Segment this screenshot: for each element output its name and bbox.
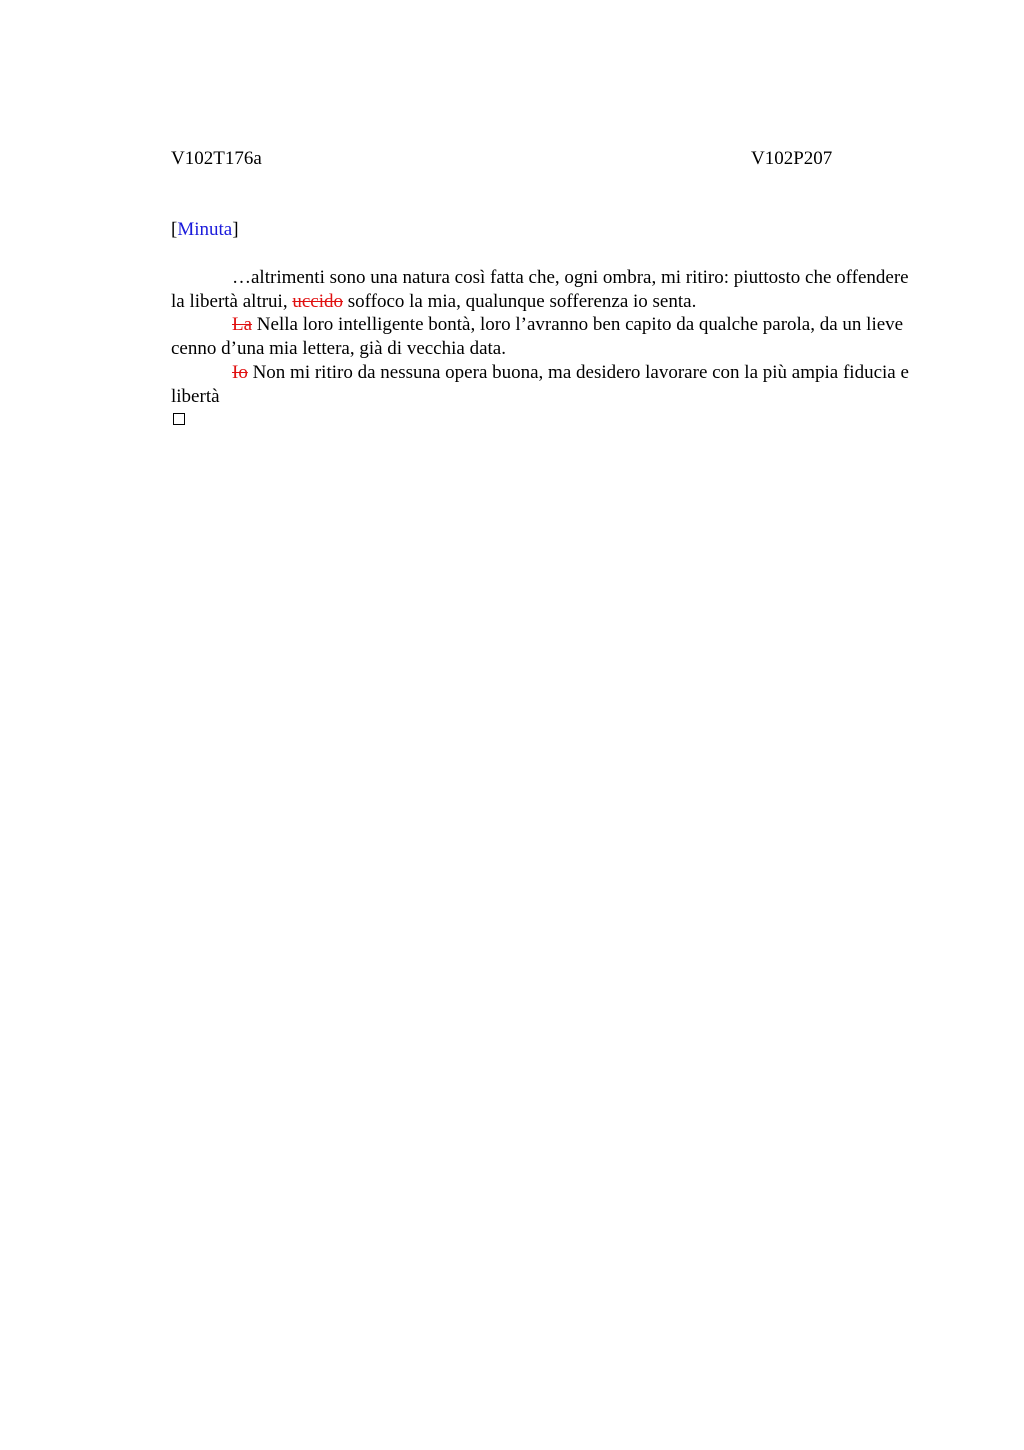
paragraph-text: Nella loro intelligente bontà, loro l’avranno ben capito da qualche parola, da un lieve cenno d’una mia lettera, già di vecchia data. — [171, 314, 904, 360]
paragraph-3 — [171, 361, 923, 408]
paragraph-text: Non mi ritiro da nessuna opera buona, ma desidero lavorare con la più ampia fiducia e libertà — [171, 361, 909, 407]
open-bracket: [ — [171, 219, 178, 240]
deleted-word: uccido — [292, 290, 343, 312]
empty-square-icon — [173, 413, 185, 425]
paragraph-2 — [171, 313, 923, 360]
document-code-right: V102P207 — [751, 148, 833, 169]
deleted-word: Io — [232, 361, 248, 383]
letter-body — [171, 266, 923, 425]
paragraph-text: …altrimenti sono una natura così fatta che, ogni ombra, mi ritiro: piuttosto che offendere la libertà altrui, — [171, 267, 909, 312]
paragraph-1 — [171, 266, 923, 313]
deleted-word: La — [232, 314, 253, 336]
document-code-left: V102T176a — [171, 148, 262, 169]
paragraph-text: soffoco la mia, qualunque sofferenza io senta. — [343, 290, 697, 312]
close-bracket: ] — [232, 219, 239, 240]
document-type-label — [171, 218, 239, 242]
minuta-link[interactable]: Minuta — [177, 219, 233, 240]
